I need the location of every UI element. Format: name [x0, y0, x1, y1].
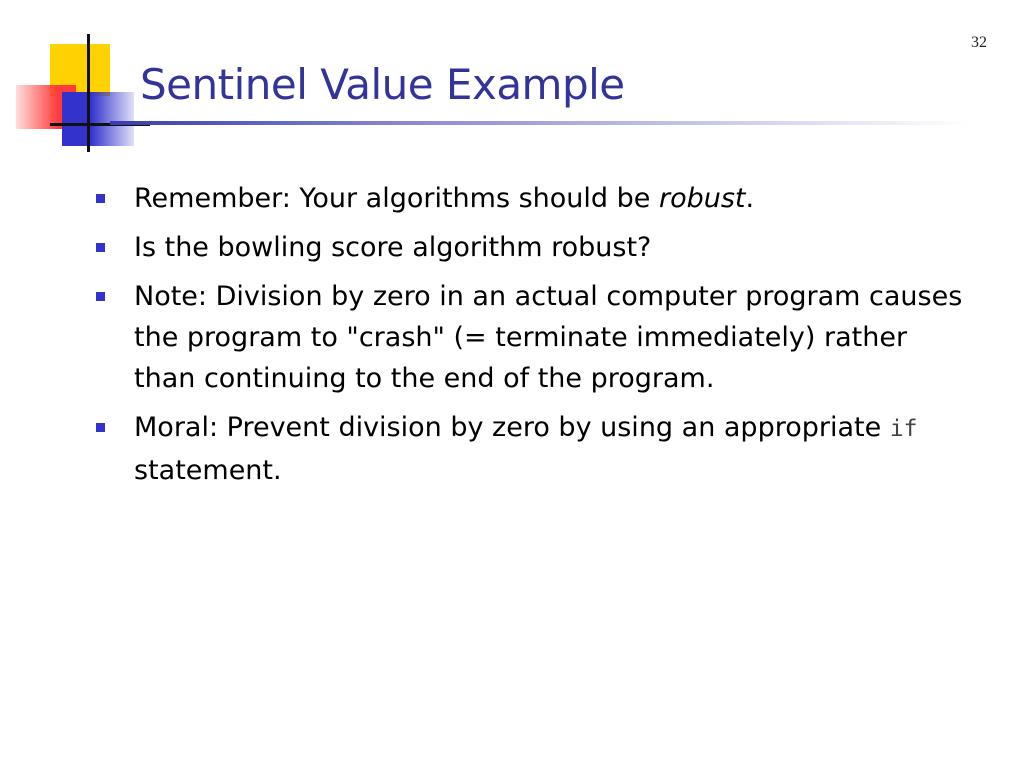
- emphasis-text: robust: [658, 183, 746, 214]
- logo-blue-square: [62, 92, 134, 146]
- bullet-text: Moral: Prevent division by zero by using an appropriate: [134, 412, 890, 443]
- bullet-list: [96, 178, 966, 499]
- logo-vertical-line: [87, 34, 90, 152]
- bullet-item: [96, 227, 966, 268]
- bullet-text: Remember: Your algorithms should be: [134, 183, 659, 214]
- bullet-text: Note: Division by zero in an actual computer program causes the program to "crash" (= terminate immediately) rather than continuing to the end of the program.: [134, 281, 963, 394]
- bullet-square-icon: [96, 243, 105, 252]
- bullet-text-end: statement.: [134, 455, 282, 486]
- bullet-text-end: .: [745, 183, 755, 214]
- slide-logo: [0, 0, 160, 160]
- bullet-item: [96, 407, 966, 491]
- bullet-item: [96, 178, 966, 219]
- bullet-square-icon: [96, 292, 105, 301]
- page-number: 32: [971, 34, 987, 51]
- bullet-square-icon: [96, 194, 105, 203]
- title-underline: [110, 121, 970, 125]
- slide-title: Sentinel Value Example: [140, 60, 625, 109]
- bullet-square-icon: [96, 423, 105, 432]
- bullet-item: [96, 276, 966, 399]
- bullet-text: Is the bowling score algorithm robust?: [134, 232, 652, 263]
- code-keyword: if: [889, 416, 918, 442]
